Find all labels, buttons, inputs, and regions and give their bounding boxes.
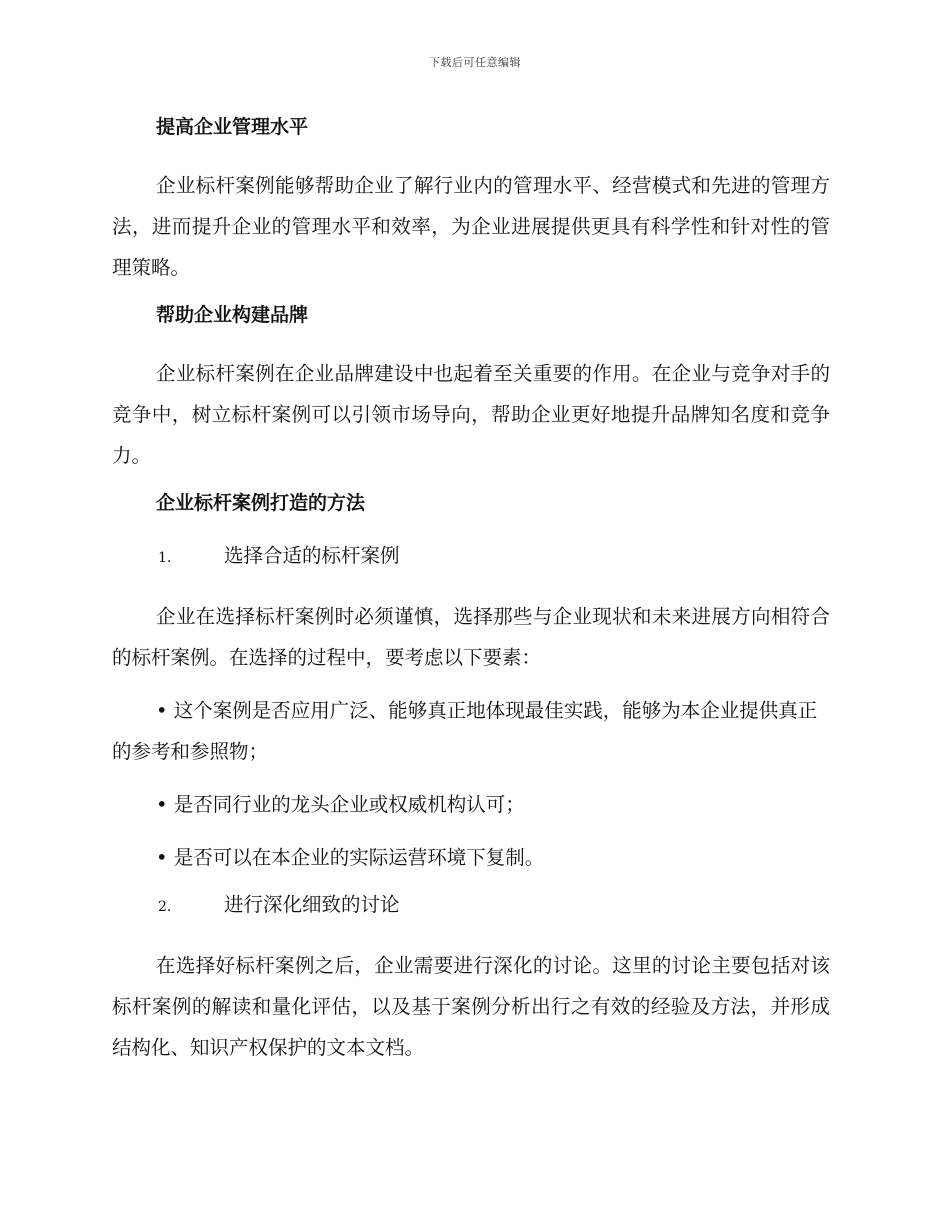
- step1-paragraph: 企业在选择标杆案例时必须谨慎，选择那些与企业现状和未来进展方向相符合的标杆案例。在选择的过程中，要考虑以下要素：: [112, 605, 830, 669]
- step2-paragraph: 在选择好标杆案例之后，企业需要进行深化的讨论。这里的讨论主要包括对该标杆案例的解读和量化评估，以及基于案例分析出行之有效的经验及方法，并形成结构化、知识产权保护的文本文档。: [112, 954, 830, 1059]
- section-paragraph-brand: 企业标杆案例在企业品牌建设中也起着至关重要的作用。在企业与竞争对手的竞争中，树立标杆案例可以引领市场导向，帮助企业更好地提升品牌知名度和竞争力。: [112, 362, 830, 467]
- numbered-item-2: [112, 890, 830, 922]
- bullet-item: • 这个案例是否应用广泛、能够真正地体现最佳实践，能够为本企业提供真正的参考和参照物；: [112, 699, 818, 763]
- document-body: [112, 112, 830, 1080]
- page-header: 下载后可任意编辑: [429, 56, 521, 69]
- item-number: 2.: [158, 899, 172, 915]
- item-title: 选择合适的标杆案例: [224, 544, 400, 567]
- item-title: 进行深化细致的讨论: [224, 893, 400, 916]
- section-heading-methods: 企业标杆案例打造的方法: [156, 492, 366, 514]
- section-heading-brand: 帮助企业构建品牌: [156, 304, 309, 326]
- bullet-item: • 是否可以在本企业的实际运营环境下复制。: [156, 846, 545, 869]
- section-paragraph-management: 企业标杆案例能够帮助企业了解行业内的管理水平、经营模式和先进的管理方法，进而提升企业的管理水平和效率，为企业进展提供更具有科学性和针对性的管理策略。: [112, 174, 830, 279]
- item-number: 1.: [158, 550, 172, 566]
- section-heading-management: 提高企业管理水平: [156, 116, 309, 138]
- numbered-item-1: [112, 541, 830, 573]
- bullet-item: • 是否同行业的龙头企业或权威机构认可；: [156, 793, 525, 816]
